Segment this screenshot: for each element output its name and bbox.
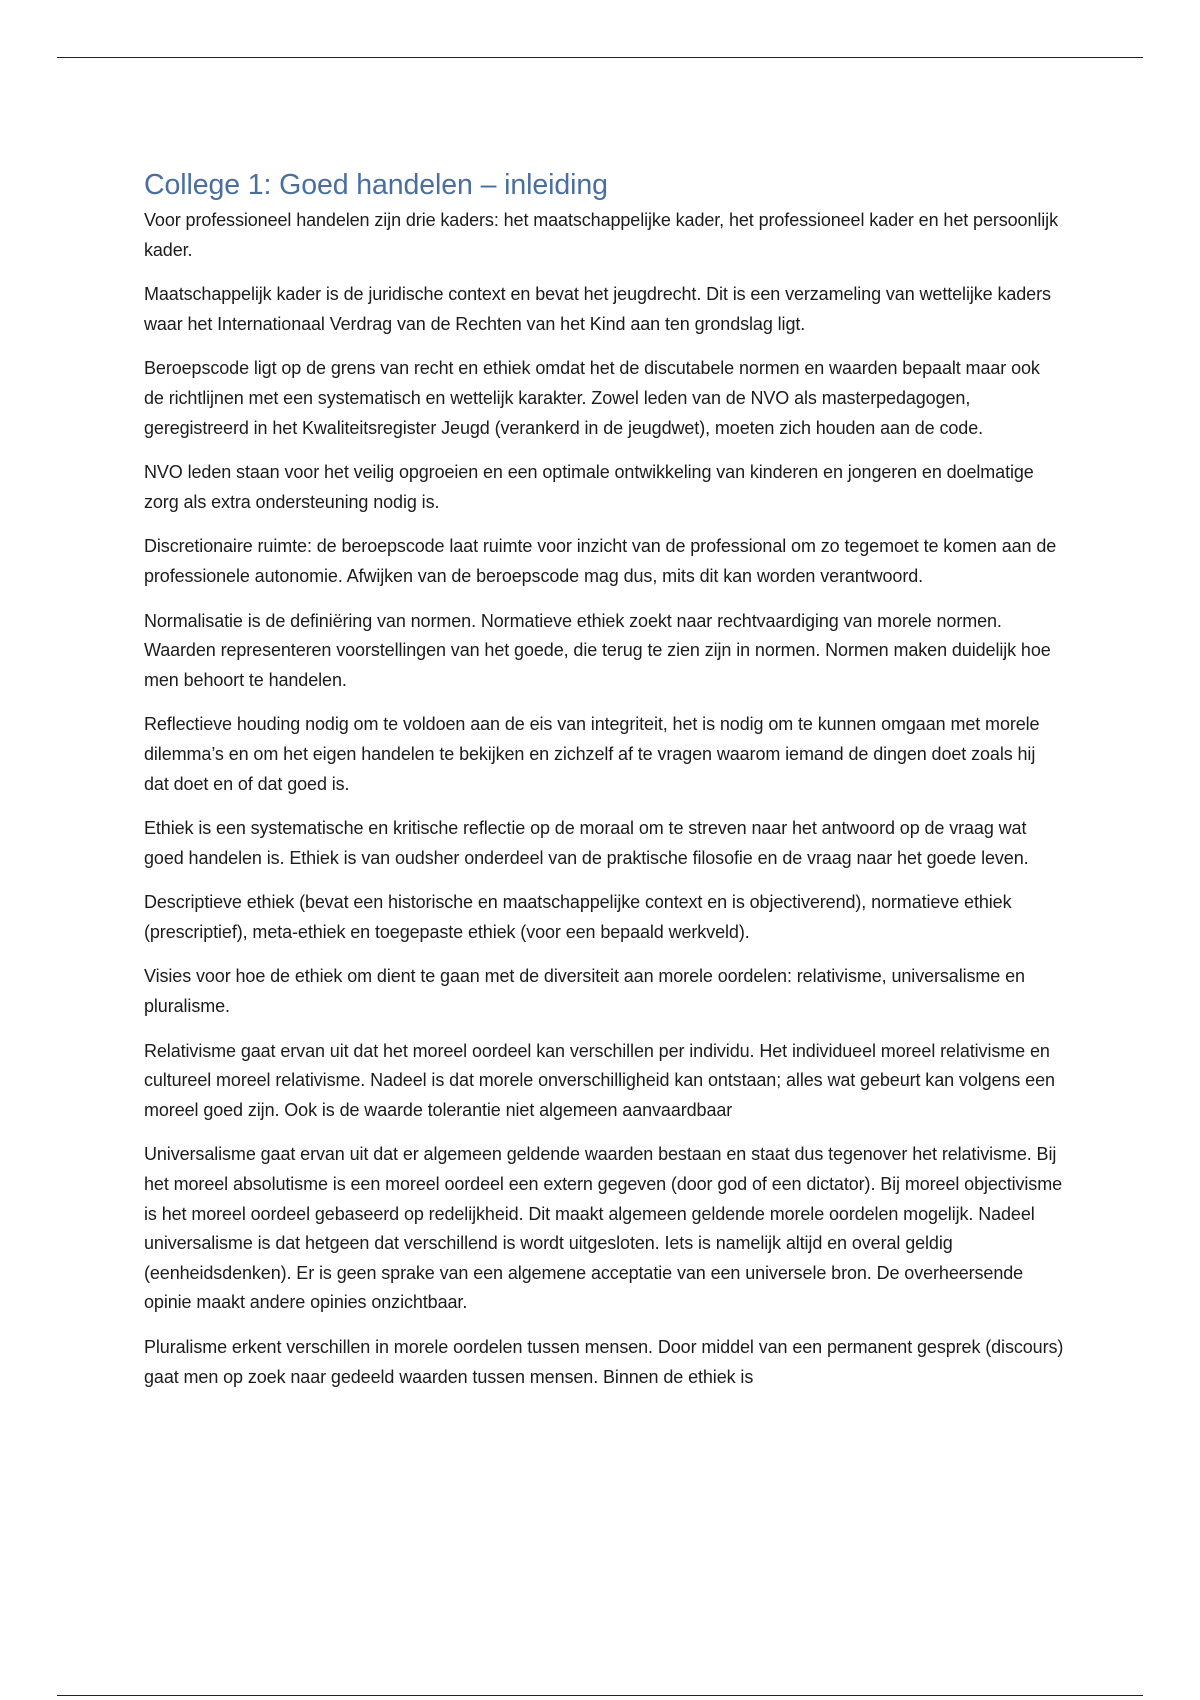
page-title: College 1: Goed handelen – inleiding — [144, 169, 608, 201]
document-body — [144, 166, 1064, 1407]
paragraph-normalisatie: Normalisatie is de definiëring van normen. Normatieve ethiek zoekt naar rechtvaardiging van morele normen. Waarden representeren voorstellingen van het goede, die terug te zien zijn in normen. Normen maken duidelijk hoe men behoort te handelen. — [144, 610, 1051, 690]
paragraph-ethiek: Ethiek is een systematische en kritische reflectie op de moraal om te streven naar het antwoord op de vraag wat goed handelen is. Ethiek is van oudsher onderdeel van de praktische filosofie en de vraag naar het goede leven. — [144, 818, 1029, 868]
top-rule — [57, 57, 1143, 58]
paragraph-descriptieve-ethiek: Descriptieve ethiek (bevat een historische en maatschappelijke context en is objectiverend), normatieve ethiek (prescriptief), meta-ethiek en toegepaste ethiek (voor een bepaald werkveld). — [144, 892, 1012, 942]
paragraph-pluralisme: Pluralisme erkent verschillen in morele oordelen tussen mensen. Door middel van een permanent gesprek (discours) gaat men op zoek naar gedeeld waarden tussen mensen. Binnen de ethiek is — [144, 1337, 1064, 1387]
paragraph-nvo-leden: NVO leden staan voor het veilig opgroeien en een optimale ontwikkeling van kinderen en jongeren en doelmatige zorg als extra ondersteuning nodig is. — [144, 462, 1034, 512]
paragraph-visies: Visies voor hoe de ethiek om dient te gaan met de diversiteit aan morele oordelen: relativisme, universalisme en pluralisme. — [144, 966, 1025, 1017]
paragraph-universalisme: Universalisme gaat ervan uit dat er algemeen geldende waarden bestaan en staat dus tegenover het relativisme. Bij het moreel absolutisme is een moreel oordeel een extern gegeven (door god of een dictator). Bij moreel objectivisme is het moreel oordeel gebaseerd op redelijkheid. Dit maakt algemeen geldende morele oordelen mogelijk. Nadeel universalisme is dat hetgeen dat verschillend is wordt uitgesloten. Iets is namelijk altijd en overal geldig (eenheidsdenken). Er is geen sprake van een algemene acceptatie van een universele bron. De overheersende opinie maakt andere opinies onzichtbaar. — [144, 1144, 1063, 1313]
paragraph-relativisme: Relativisme gaat ervan uit dat het moreel oordeel kan verschillen per individu. Het individueel moreel relativisme en cultureel moreel relativisme. Nadeel is dat morele onverschilligheid kan ontstaan; alles wat gebeurt kan volgens een moreel goed zijn. Ook is de waarde tolerantie niet algemeen aanvaardbaar — [144, 1040, 1055, 1120]
paragraph-discretionaire-ruimte: Discretionaire ruimte: de beroepscode laat ruimte voor inzicht van de professional om zo tegemoet te komen aan de professionele autonomie. Afwijken van de beroepscode mag dus, mits dit kan worden verantwoord. — [144, 536, 1057, 586]
paragraph-maatschappelijk-kader: Maatschappelijk kader is de juridische context en bevat het jeugdrecht. Dit is een verzameling van wettelijke kaders waar het Internationaal Verdrag van de Rechten van het Kind aan ten grondslag ligt. — [144, 284, 1051, 334]
paragraph-reflectieve-houding: Reflectieve houding nodig om te voldoen aan de eis van integriteit, het is nodig om te kunnen omgaan met morele dilemma’s en om het eigen handelen te bekijken en zichzelf af te vragen waarom iemand de dingen doet zoals hij dat doet en of dat goed is. — [144, 714, 1040, 794]
paragraph-kaders: Voor professioneel handelen zijn drie kaders: het maatschappelijke kader, het professioneel kader en het persoonlijk kader. — [144, 210, 1058, 260]
paragraph-beroepscode: Beroepscode ligt op de grens van recht en ethiek omdat het de discutabele normen en waarden bepaalt maar ook de richtlijnen met een systematisch en wettelijk karakter. Zowel leden van de NVO als masterpedagogen, geregistreerd in het Kwaliteitsregister Jeugd (verankerd in de jeugdwet), moeten zich houden aan de code. — [144, 358, 1040, 438]
bottom-rule — [57, 1695, 1143, 1696]
